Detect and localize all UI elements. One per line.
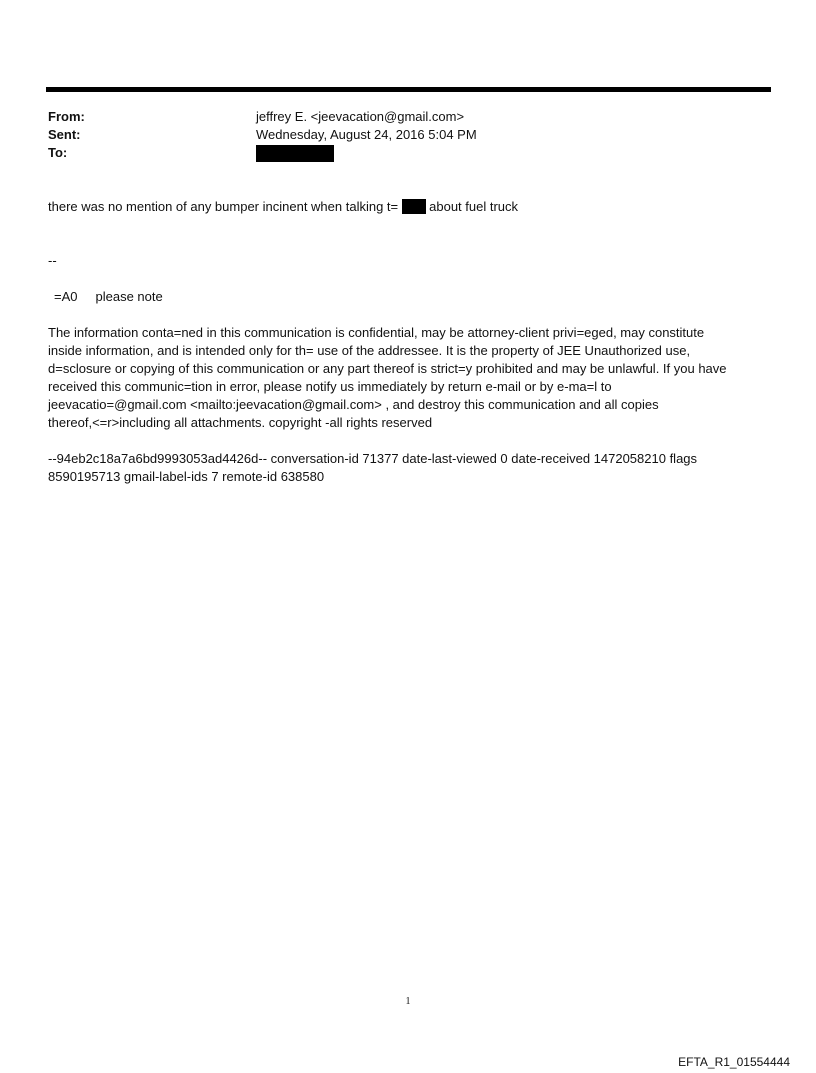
- name-redaction: [402, 199, 426, 214]
- note-prefix: =A0: [54, 289, 78, 304]
- to-label: To:: [48, 145, 68, 160]
- note-line: [48, 288, 768, 306]
- message-body-line: [48, 198, 768, 216]
- metadata-line: 8590195713 gmail-label-ids 7 remote-id 638580: [48, 469, 325, 484]
- signature-separator: --: [48, 253, 57, 268]
- from-row: [48, 108, 748, 126]
- header-divider: [46, 87, 771, 92]
- disclaimer-line: inside information, and is intended only for th= use of the addressee. It is the property of JEE Unauthorized use,: [48, 343, 691, 358]
- message-metadata: [48, 450, 768, 486]
- message-text-start: there was no mention of any bumper incinent when talking t=: [48, 199, 399, 214]
- disclaimer-line: thereof,<=r>including all attachments. copyright -all rights reserved: [48, 415, 433, 430]
- document-id: EFTA_R1_01554444: [678, 1055, 790, 1069]
- disclaimer-line: jeevacatio=@gmail.com <mailto:jeevacation@gmail.com> , and destroy this communication and all copies: [48, 397, 659, 412]
- confidentiality-disclaimer: [48, 324, 768, 432]
- to-row: [48, 144, 748, 162]
- page-number: 1: [405, 996, 411, 1007]
- sent-label: Sent:: [48, 127, 81, 142]
- email-header: [48, 108, 748, 162]
- note-text: please note: [95, 289, 163, 304]
- message-text-end: about fuel truck: [429, 199, 519, 214]
- metadata-line: --94eb2c18a7a6bd9993053ad4426d-- conversation-id 71377 date-last-viewed 0 date-received 1472058210 flags: [48, 451, 698, 466]
- from-label: From:: [48, 109, 85, 124]
- disclaimer-line: received this communic=tion in error, please notify us immediately by return e-mail or by e-ma=l to: [48, 379, 612, 394]
- sent-row: [48, 126, 748, 144]
- disclaimer-line: The information conta=ned in this communication is confidential, may be attorney-client privi=eged, may constitute: [48, 325, 705, 340]
- sent-value: Wednesday, August 24, 2016 5:04 PM: [256, 127, 477, 142]
- disclaimer-line: d=sclosure or copying of this communication or any part thereof is strict=y prohibited and may be unlawful. If you have: [48, 361, 727, 376]
- recipient-redaction: [256, 145, 334, 162]
- from-value: jeffrey E. <jeevacation@gmail.com>: [256, 109, 465, 124]
